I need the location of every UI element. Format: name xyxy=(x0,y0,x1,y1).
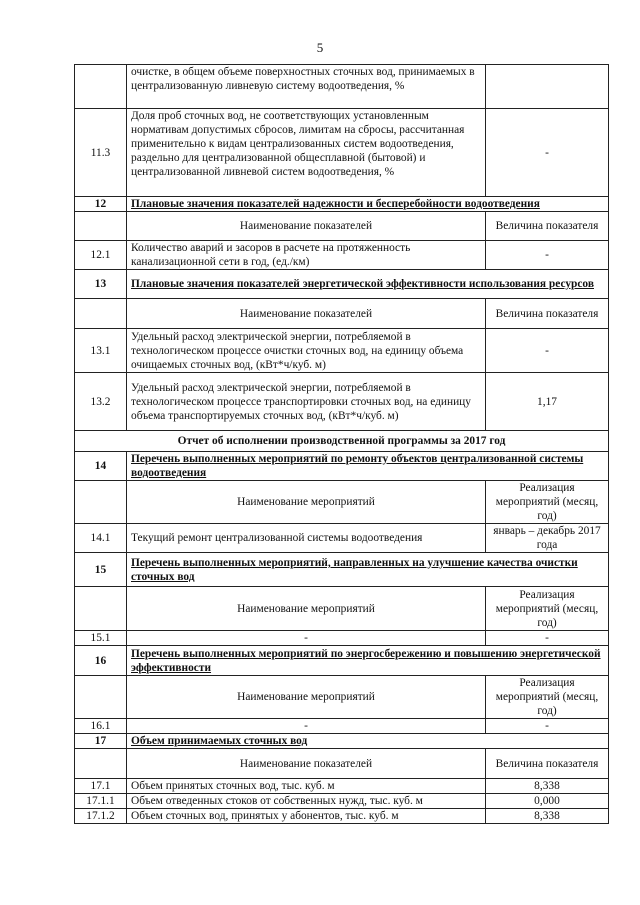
measure-name: - xyxy=(127,631,486,646)
measure-period: - xyxy=(486,631,609,646)
section-number: 17 xyxy=(75,734,127,749)
table-row xyxy=(75,65,609,109)
section-number: 14 xyxy=(75,452,127,481)
row-number: 11.3 xyxy=(75,109,127,197)
report-row xyxy=(75,431,609,452)
report-title: Отчет об исполнении производственной программы за 2017 год xyxy=(75,431,609,452)
column-header-name: Наименование показателей xyxy=(127,212,486,241)
table-row xyxy=(75,109,609,197)
indicator-name: Объем сточных вод, принятых у абонентов, тыс. куб. м xyxy=(127,809,486,824)
table-row xyxy=(75,779,609,794)
indicator-name: Удельный расход электрической энергии, потребляемой в технологическом процессе транспортировки сточных вод, на единицу объема транспортируемых сточных вод, (кВт*ч/куб. м) xyxy=(127,373,486,431)
column-header-value: Величина показателя xyxy=(486,749,609,779)
column-header-name: Наименование мероприятий xyxy=(127,587,486,631)
indicator-value: 1,17 xyxy=(486,373,609,431)
table-row xyxy=(75,809,609,824)
table-row xyxy=(75,794,609,809)
section-title: Объем принимаемых сточных вод xyxy=(127,734,609,749)
page-number: 5 xyxy=(316,40,324,55)
section-row xyxy=(75,270,609,299)
indicator-name: Объем принятых сточных вод, тыс. куб. м xyxy=(127,779,486,794)
indicator-value: 8,338 xyxy=(486,809,609,824)
table-row xyxy=(75,241,609,270)
section-title: Плановые значения показателей энергетической эффективности использования ресурсов xyxy=(127,270,609,299)
section-row xyxy=(75,197,609,212)
table-row xyxy=(75,524,609,553)
indicator-value xyxy=(486,65,609,109)
section-row xyxy=(75,646,609,676)
indicator-name: очистке, в общем объеме поверхностных сточных вод, принимаемых в централизованную ливневую систему водоотведения, % xyxy=(127,65,486,109)
header-row xyxy=(75,749,609,779)
row-number: 17.1.2 xyxy=(75,809,127,824)
row-number: 16.1 xyxy=(75,719,127,734)
table-row xyxy=(75,631,609,646)
table-row xyxy=(75,329,609,373)
header-row xyxy=(75,481,609,524)
section-number: 16 xyxy=(75,646,127,676)
section-title: Перечень выполненных мероприятий по ремонту объектов централизованной системы водоотведения xyxy=(127,452,609,481)
row-number: 12.1 xyxy=(75,241,127,270)
row-number: 14.1 xyxy=(75,524,127,553)
column-header-value: Реализация мероприятий (месяц, год) xyxy=(486,481,609,524)
indicator-value: - xyxy=(486,241,609,270)
indicator-name: Удельный расход электрической энергии, потребляемой в технологическом процессе очистки сточных вод, на единицу объема очищаемых сточных вод, (кВт*ч/куб. м) xyxy=(127,329,486,373)
measure-period: январь – декабрь 2017 года xyxy=(486,524,609,553)
section-title: Перечень выполненных мероприятий, направленных на улучшение качества очистки сточных вод xyxy=(127,553,609,587)
column-header-name: Наименование показателей xyxy=(127,299,486,329)
row-number: 15.1 xyxy=(75,631,127,646)
indicators-table xyxy=(74,64,609,824)
measure-period: - xyxy=(486,719,609,734)
row-number xyxy=(75,65,127,109)
section-row xyxy=(75,452,609,481)
section-title: Перечень выполненных мероприятий по энергосбережению и повышению энергетической эффективности xyxy=(127,646,609,676)
table-row xyxy=(75,373,609,431)
indicator-name: Объем отведенных стоков от собственных нужд, тыс. куб. м xyxy=(127,794,486,809)
header-row xyxy=(75,676,609,719)
section-number: 15 xyxy=(75,553,127,587)
column-header-value: Реализация мероприятий (месяц, год) xyxy=(486,676,609,719)
table-row xyxy=(75,719,609,734)
measure-name: - xyxy=(127,719,486,734)
section-number: 12 xyxy=(75,197,127,212)
row-number: 17.1.1 xyxy=(75,794,127,809)
indicator-value: 0,000 xyxy=(486,794,609,809)
column-header-name: Наименование мероприятий xyxy=(127,676,486,719)
column-header-name: Наименование мероприятий xyxy=(127,481,486,524)
section-number: 13 xyxy=(75,270,127,299)
indicator-value: 8,338 xyxy=(486,779,609,794)
indicator-name: Количество аварий и засоров в расчете на протяженность канализационной сети в год, (ед./км) xyxy=(127,241,486,270)
indicator-value: - xyxy=(486,109,609,197)
row-number: 13.2 xyxy=(75,373,127,431)
header-row xyxy=(75,299,609,329)
header-row xyxy=(75,587,609,631)
section-row xyxy=(75,734,609,749)
section-row xyxy=(75,553,609,587)
row-number: 17.1 xyxy=(75,779,127,794)
section-title: Плановые значения показателей надежности и бесперебойности водоотведения xyxy=(127,197,609,212)
measure-name: Текущий ремонт централизованной системы водоотведения xyxy=(127,524,486,553)
column-header-value: Величина показателя xyxy=(486,299,609,329)
header-row xyxy=(75,212,609,241)
row-number: 13.1 xyxy=(75,329,127,373)
indicator-name: Доля проб сточных вод, не соответствующих установленным нормативам допустимых сбросов, лимитам на сбросы, рассчитанная применительно к видам централизованных систем водоотведения, раздельно для централизованной общесплавной (бытовой) и централизованной ливневой систем водоотведения, % xyxy=(127,109,486,197)
indicator-value: - xyxy=(486,329,609,373)
column-header-name: Наименование показателей xyxy=(127,749,486,779)
column-header-value: Величина показателя xyxy=(486,212,609,241)
column-header-value: Реализация мероприятий (месяц, год) xyxy=(486,587,609,631)
